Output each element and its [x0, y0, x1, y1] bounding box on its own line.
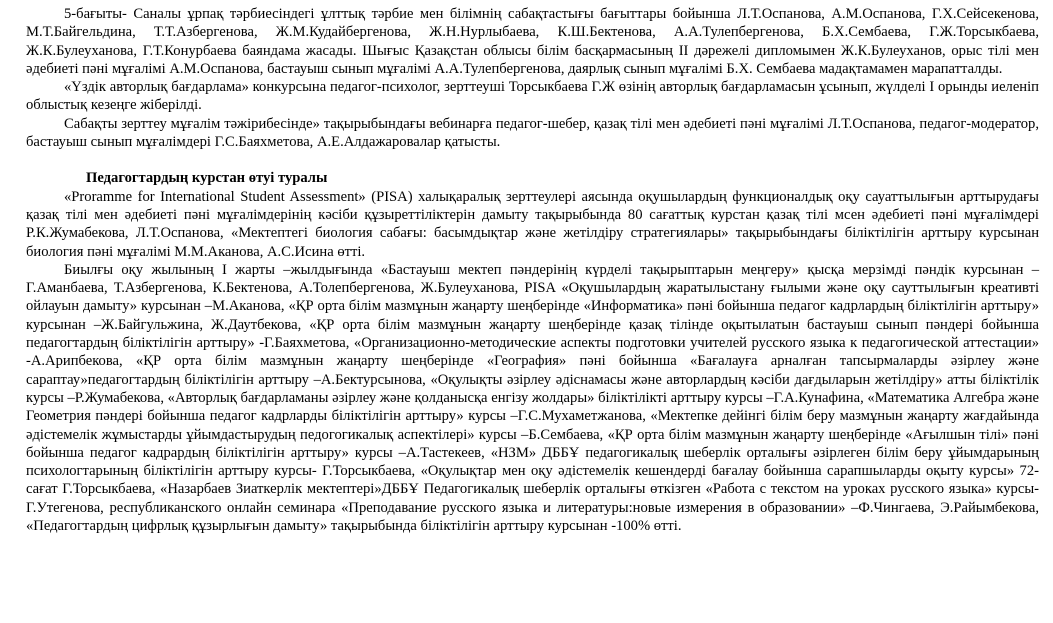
paragraph-direction-5: 5-бағыты- Саналы ұрпақ тәрбиесіндегі ұлттық тәрбие мен білімнің сабақтастығы бағыттары бойынша Л.Т.Оспанова, А.М.Оспанова, Г.Х.Сейсекенова, М.Т.Байгельдина, Т.Т.Азбергенова, Ж.М.Кудайбергенова, Ж.Н.Нурлыбаева, К.Ш.Бектенова, А.А.Тулепбергенова, Б.Х.Сембаева, Г.Ж.Торсыкбаева, Ж.К.Булеуханова, Г.Т.Конурбаева баяндама жасады. Шығыс Қазақстан облысы білім басқармасының ІІ дәрежелі дипломымен Ж.К.Булеуханов, орыс тілі мен әдебиеті пәні мұғалімі А.М.Оспанова, бастауыш сынып мұғалімі А.А.Тулепбергенова, даярлық сынып мұғалімі Б.Х. Сембаева мадақтамамен марапатталды. — [26, 6, 1039, 77]
paragraph-courses-list: Биылғы оқу жылының І жарты –жылдығында «Бастауыш мектеп пәндерінің күрделі тақырыптарын меңгеру» қысқа мерзімді пәндік курсынан – Г.Аманбаева, Т.Азбергенова, К.Бектенова, А.Толепбергенова, Ж.Булеуханова, PISA «Оқушылардың жаратылыстану ғылыми және оқу сауттылығын креативті ойлауын дамыту» курсынан –М.Аканова, «ҚР орта білім мазмұнын жаңарту шеңберінде «Информатика» пәні бойынша педагог кадрлардың біліктілігін арттыру» курсынан –Ж.Байгульжина, Ж.Даутбекова, «ҚР орта білім мазмұнын жаңарту шеңберінде қазақ тілінде оқытылатын бастауыш сынып пәндері бойынша педагогтардың біліктілігін арттыру» -Г.Баяхметова, «Организационно-методические аспекты подготовки учителей русского языка к педагогической аттестации» -А.Арипбекова, «ҚР орта білім мазмұнын жаңарту шеңберінде «География» пәні бойынша «Бағалауға арналған тапсырмаларды әзірлеу және сараптау»педагогтардың біліктілігін арттыру –А.Бектурсынова, «Оқулықты әзірлеу әдіснамасы және авторлардың кәсіби дағдыларын жетілдіру» атты біліктілік курсы –Р.Жумабекова, «Авторлық бағдарламаны әзірлеу және қолданысқа енгізу жолдары» біліктілікті арттыру курсы –Г.А.Кунафина, «Математика Алгебра және Геометрия пәндері бойынша педагог кадрларды біліктілігін арттыру» курсы –Г.С.Мухаметжанова, «Мектепке дейінгі білім беру мазмұнын жаңарту жағдайында әдістемелік жұмыстарды ұйымдастырудың педогогикалық аспектілері» курсы –Б.Сембаева, «ҚР орта білім мазмұнын жаңарту шеңберінде «Ағылшын тілі» пәні бойынша педагог кадрардың біліктілігін арттыру» курсы –А.Тастекеев, «НЗМ» ДББҰ педагогикалық шеберлік орталығы әзірлеген білім беру ұйымдарының психологтарының біліктілігін арттыру курсы- Г.Торсыкбаева, «Оқулықтар мен оқу әдістемелік кешендерді бағалау бойынша сарапшыларды оқыту курсы» 72- сағат Г.Торсыкбаева, «Назарбаев Зиаткерлік мектептері»ДББҰ Педагогикалық шеберлік орталығы өткізген «Работа с текстом на уроках русского языка» курсы- Г.Утегенова, республиканского онлайн семинара «Преподавание русского языка и литературы:новые измерения в образовании» –Ф.Чингаева, Э.Райымбекова, «Педагогтардың цифрлық құзырлығын дамыту» тақырыбында біліктілігін арттыру курсынан -100% өтті. — [26, 261, 1039, 535]
paragraph-author-program-contest: «Үздік авторлық бағдарлама» конкурсына педагог-психолог, зерттеуші Торсыкбаева Г.Ж өзінің авторлық бағдарламасын ұсынып, жүлделі І орынды иеленіп облыстық кезеңге жіберілді. — [26, 79, 1039, 114]
section-spacer — [26, 151, 1039, 169]
paragraph-webinar: Сабақты зерттеу мұғалім тәжірибесінде» тақырыбындағы вебинарға педагог-шебер, қазақ тілі мен әдебиеті пәні мұғалімі Л.Т.Оспанова, педагог-модератор, бастауыш сынып мұғалімдері Г.С.Баяхметова, А.Е.Алдажаровалар қатысты. — [26, 115, 1039, 151]
paragraph-pisa-course: «Proramme for International Student Assessment» (PISA) халықаралық зерттеулері аясында оқушылардың функционалдық оқу сауаттылығын арттырудағы қазақ тілі мен әдебиеті пәні мұғалімдерінің кәсіби құзыреттіліктерін дамыту тақырыбында 80 сағаттық курстан қазақ тілі мсен әдебиеті пәні мұғалімдері Р.К.Жумабекова, Л.Т.Оспанова, «Мектептегі биология сабағы: басымдықтар және жетілдіру стратегиялары» тақырыбындағы біліктілігін арттыру курсынан биология пәні мұғалімі М.М.Аканова, А.С.Исина өтті. — [26, 188, 1039, 260]
section-heading: Педагогтардың курстан өтуі туралы — [86, 170, 328, 187]
